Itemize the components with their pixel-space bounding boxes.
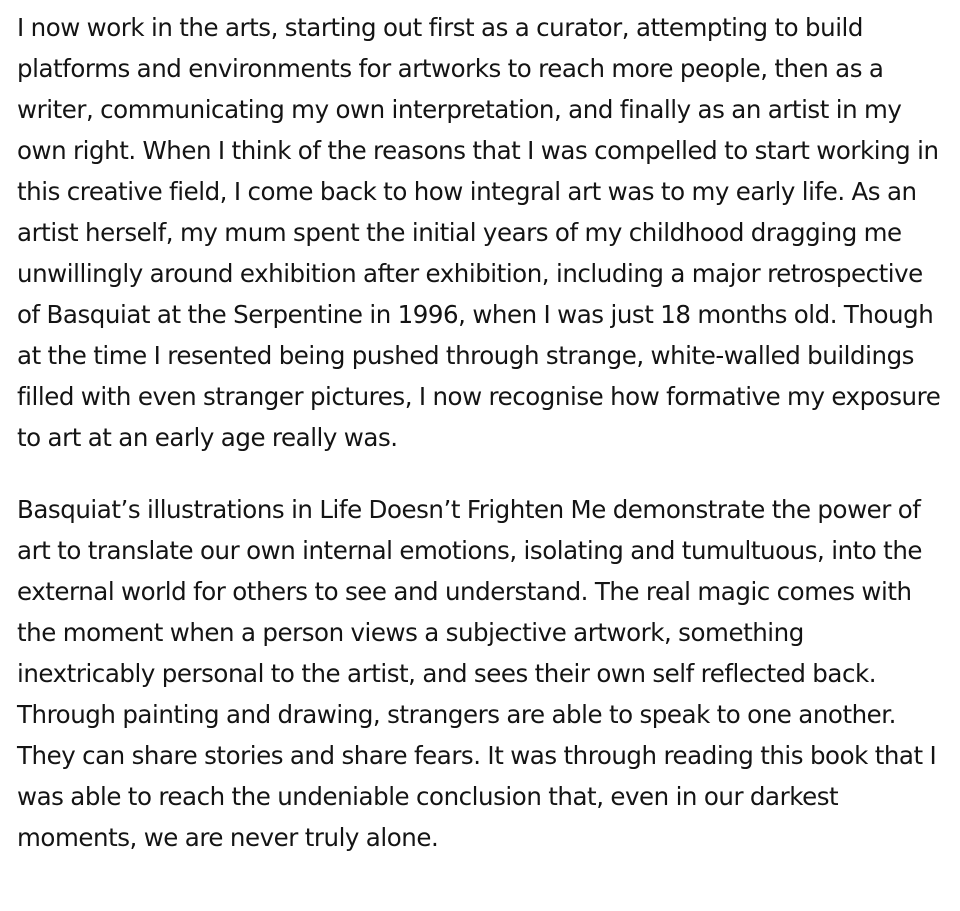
paragraph-2: Basquiat’s illustrations in Life Doesn’t Frighten Me demonstrate the power of art to translate our own internal emotions, isolating and tumultuous, into the external world for others to see and understand. The real magic comes with the moment when a person views a subjective artwork, something inextricably personal to the artist, and sees their own self reflected back. Through painting and drawing, strangers are able to speak to one another. They can share stories and share fears. It was through reading this book that I was able to reach the undeniable conclusion that, even in our darkest moments, we are never truly alone. (17, 495, 937, 852)
paragraph-1: I now work in the arts, starting out first as a curator, attempting to build platforms and environments for artworks to reach more people, then as a writer, communicating my own interpretation, and finally as an artist in my own right. When I think of the reasons that I was compelled to start working in this creative field, I come back to how integral art was to my early life. As an artist herself, my mum spent the initial years of my childhood dragging me unwillingly around exhibition after exhibition, including a major retrospective of Basquiat at the Serpentine in 1996, when I was just 18 months old. Though at the time I resented being pushed through strange, white-walled buildings filled with even stranger pictures, I now recognise how formative my exposure to art at an early age really was. (17, 13, 941, 452)
